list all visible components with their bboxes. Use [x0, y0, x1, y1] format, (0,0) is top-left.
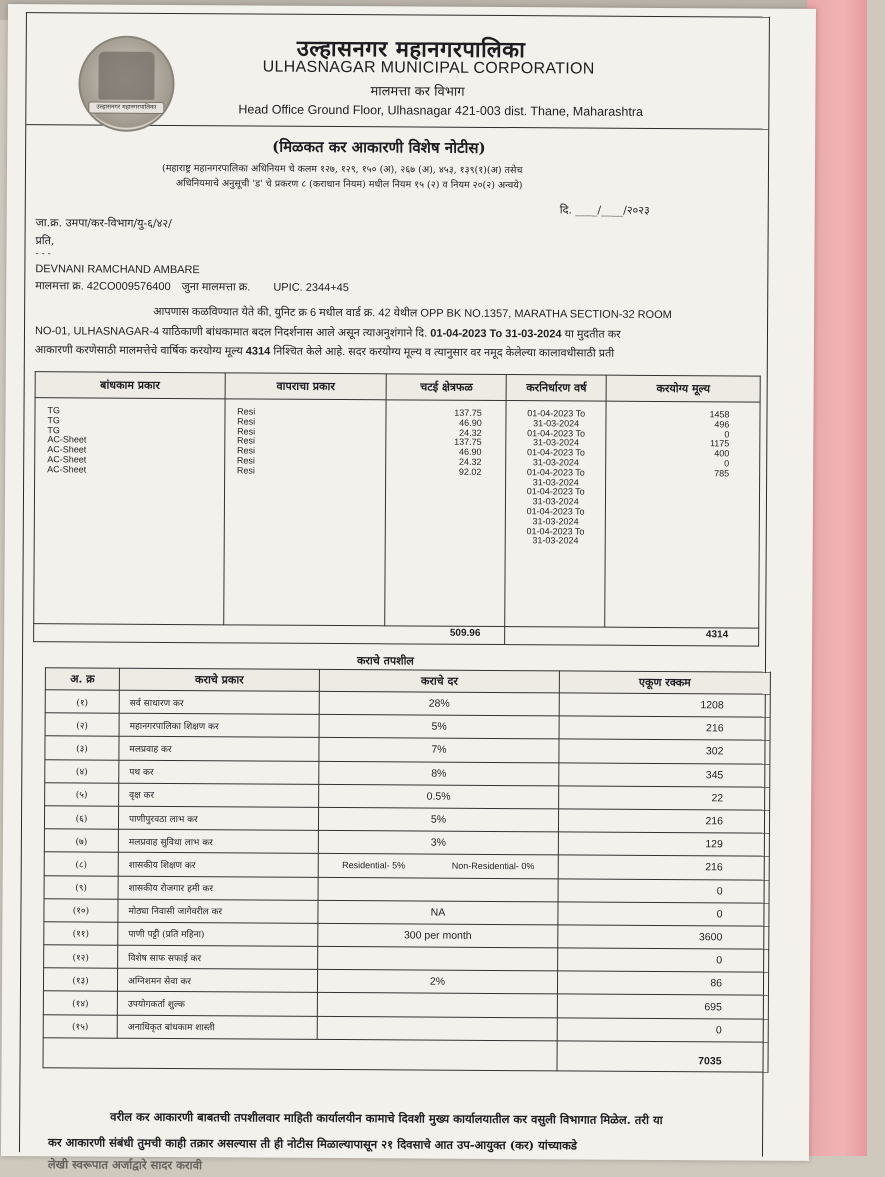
header-assessment-year: करनिर्धारण वर्ष [506, 375, 606, 402]
assessment-table [33, 371, 761, 646]
tax-amount: 695 [557, 994, 768, 1018]
tax-serial: (१३) [43, 968, 117, 992]
tax-amount: 129 [558, 832, 769, 856]
tax-name: मलप्रवाह कर [119, 737, 319, 761]
owner-name: DEVNANI RAMCHAND AMBARE [35, 263, 200, 277]
paragraph-line-2: NO-01, ULHASNAGAR-4 याठिकाणी बांधकामात बदल निदर्शनास आले असून त्याअनुशंगाने दि. 01-04-2023 To 31-03-2024 या मुदतीत कर [34, 325, 621, 341]
grand-total-amount: 7035 [557, 1041, 768, 1072]
tax-name: अनाधिकृत बांधकाम शास्ती [117, 1015, 317, 1039]
tax-name: पाणी पट्टी (प्रति महिना) [118, 922, 318, 946]
tax-rate: 8% [319, 761, 559, 786]
tax-name: पथ कर [119, 760, 319, 784]
addressee-label: प्रति, [35, 234, 55, 248]
corporation-title-english: ULHASNAGAR MUNICIPAL CORPORATION [262, 58, 595, 78]
tax-serial: (२) [45, 713, 119, 737]
header-taxable-value: करयोग्य मूल्य [606, 375, 760, 402]
tax-name: शासकीय रोजगार हमी कर [118, 876, 318, 900]
period-list: 01-04-2023 To 31-03-2024 01-04-2023 To 31-03-2024 01-04-2023 To 31-03-2024 01-04-2023 To 31-03-2024 01-04-2023 To 31-03-2024 01-04-2023 To 31-03-2024 01-04-2023 To 31-03-2024 [505, 401, 606, 628]
tax-serial: (९) [44, 875, 118, 899]
notice-title: (मिळकत कर आकारणी विशेष नोटीस) [272, 137, 486, 157]
tax-amount: 1208 [559, 693, 770, 717]
notice-date: दि. ____/____/२०२३ [559, 203, 650, 217]
usage-type-list: Resi Resi Resi Resi Resi Resi Resi [223, 399, 386, 626]
header-serial: अ. क्र [45, 668, 119, 690]
tax-serial: (१२) [44, 945, 118, 969]
property-number: मालमत्ता क्र. 42CO009576400 [35, 280, 171, 293]
tax-rate: 5% [319, 715, 559, 740]
separator-dashes: - - - [35, 249, 51, 260]
tax-name: शासकीय शिक्षण कर [118, 853, 318, 877]
footer-line-3: लेखी स्वरूपात अर्जाद्वारे सादर करावी [47, 1157, 203, 1173]
old-property-number: जुना मालमत्ता क्र. [181, 281, 251, 294]
footer-line-2: कर आकारणी संबंधी तुमची काही तक्रार असल्यास ती ही नोटीस मिळाल्यापासून २१ दिवसाचे आत उप-आयुक्त (कर) यांच्याकडे [48, 1135, 578, 1153]
tax-serial: (१०) [44, 898, 118, 922]
tax-serial: (१५) [43, 1014, 117, 1038]
tax-rate [317, 1016, 557, 1041]
tax-name: मलप्रवाह सुविधा लाभ कर [118, 829, 318, 853]
header-tax-rate: कराचे दर [319, 669, 559, 692]
header-carpet-area: चटई क्षेत्रफळ [387, 374, 507, 401]
tax-serial: (४) [45, 759, 119, 783]
tax-amount: 302 [559, 739, 770, 763]
tax-amount: 345 [559, 762, 770, 786]
tax-rate: 300 per month [318, 923, 558, 948]
tax-breakdown-table [43, 667, 771, 1072]
office-address: Head Office Ground Floor, Ulhasnagar 421-003 dist. Thane, Maharashtra [238, 102, 644, 119]
tax-serial: (१) [45, 690, 119, 714]
tax-details-heading: कराचे तपशील [356, 654, 414, 668]
header-construction-type: बांधकाम प्रकार [35, 372, 225, 399]
tax-rate [317, 993, 557, 1018]
tax-rate [318, 946, 558, 971]
grand-total-row [43, 1038, 768, 1072]
tax-name: अग्निशमन सेवा कर [117, 968, 317, 992]
header-total-amount: एकूण रक्कम [559, 671, 770, 694]
tax-notice-sheet [1, 4, 816, 1173]
construction-type-list: TG TG TG AC-Sheet AC-Sheet AC-Sheet AC-Sheet [34, 398, 225, 625]
tax-amount: 86 [557, 971, 768, 995]
tax-serial: (३) [45, 736, 119, 760]
tax-serial: (७) [44, 829, 118, 853]
upic-number: UPIC. 2344+45 [273, 281, 349, 295]
tax-amount: 22 [559, 786, 770, 810]
reference-number: जा.क्र. उमपा/कर-विभाग/यु-६/४२/ [35, 216, 172, 231]
tax-rate: 3% [318, 831, 558, 856]
tax-serial: (६) [44, 806, 118, 830]
area-list: 137.75 46.90 24.32 137.75 46.90 24.32 92.02 [385, 400, 506, 627]
tax-amount: 0 [558, 878, 769, 902]
header [26, 13, 769, 130]
tax-amount: 0 [558, 902, 769, 926]
tax-rate: 7% [319, 738, 559, 763]
tax-name: वृक्ष कर [119, 783, 319, 807]
tax-name: पाणीपुरवठा लाभ कर [118, 806, 318, 830]
tax-amount: 3600 [558, 925, 769, 949]
tax-name: महानगरपालिका शिक्षण कर [119, 713, 319, 737]
tax-rate: 5% [318, 807, 558, 832]
header-usage-type: वापराचा प्रकार [225, 373, 387, 400]
tax-amount: 216 [558, 855, 769, 879]
tax-name: उपयोगकर्ता शुल्क [117, 992, 317, 1016]
tax-rate: 28% [319, 691, 559, 716]
paragraph-line-3: आकारणी करणेसाठी मालमत्तेचे वार्षिक करयोग्य मूल्य 4314 निश्चित केले आहे. सदर करयोग्य मूल्य व त्यानुसार वर नमूद केलेल्या कालावधीसाठी प्रती [34, 344, 615, 360]
header-tax-type: कराचे प्रकार [119, 668, 319, 691]
tax-serial: (१४) [43, 991, 117, 1015]
property-details [35, 278, 357, 295]
paragraph-line-1: आपणास कळविण्यात येते की, युनिट क्र 6 मधील वार्ड क्र. 42 येथील OPP BK NO.1357, MARATHA SECTION-32 ROOM [153, 305, 672, 322]
tax-rate: 2% [317, 970, 557, 995]
tax-name: विशेष साफ सफाई कर [118, 945, 318, 969]
tax-rate [318, 854, 558, 879]
value-list: 1458 496 0 1175 400 0 785 [605, 401, 760, 628]
non-residential-rate: Non-Residential- 0% [451, 861, 535, 872]
department-name: मालमत्ता कर विभाग [370, 84, 465, 100]
tax-serial: (११) [44, 922, 118, 946]
grand-total-blank [43, 1038, 557, 1071]
notice-frame [19, 12, 770, 1173]
tax-rate [318, 877, 558, 902]
footer-line-1: वरील कर आकारणी बाबतची तपशीलवार माहिती कार्यालयीन कामाचे दिवशी मुख्य कार्यालयातील कर वसुली विभागात मिळेल. तरी या [110, 1109, 663, 1128]
pink-folder-edge [807, 0, 867, 1156]
tax-amount: 216 [559, 716, 770, 740]
corporation-title-marathi: उल्हासनगर महानगरपालिका [296, 35, 526, 64]
tax-rate: NA [318, 900, 558, 925]
tax-rate: 0.5% [319, 784, 559, 809]
tax-amount: 0 [557, 1017, 768, 1041]
notice-legal-reference-2: अधिनियमाचे अनुसूची 'ड' चे प्रकरण ८ (कराधान नियम) मधील नियम १५ (२) व नियम २०(२) अन्वये) [175, 178, 523, 192]
tax-amount: 216 [558, 809, 769, 833]
tax-name: मोठ्या निवासी जागेवरील कर [118, 899, 318, 923]
tax-serial: (५) [45, 782, 119, 806]
notice-legal-reference-1: (महाराष्ट्र महानगरपालिका अधिनियम चे कलम १२७, १२९, १५० (अ), २६७ (अ), ४५३, १३९(१)(अ) तसेच [161, 162, 523, 177]
tax-serial: (८) [44, 852, 118, 876]
tax-name: सर्व साधारण कर [119, 690, 319, 714]
total-taxable-value: 4314 [505, 627, 759, 647]
municipal-seal-icon: उल्हासनगर महानगरपालिका [78, 35, 175, 132]
residential-rate: Residential- 5% [342, 860, 406, 871]
total-area: 509.96 [34, 624, 505, 645]
tax-amount: 0 [558, 948, 769, 972]
